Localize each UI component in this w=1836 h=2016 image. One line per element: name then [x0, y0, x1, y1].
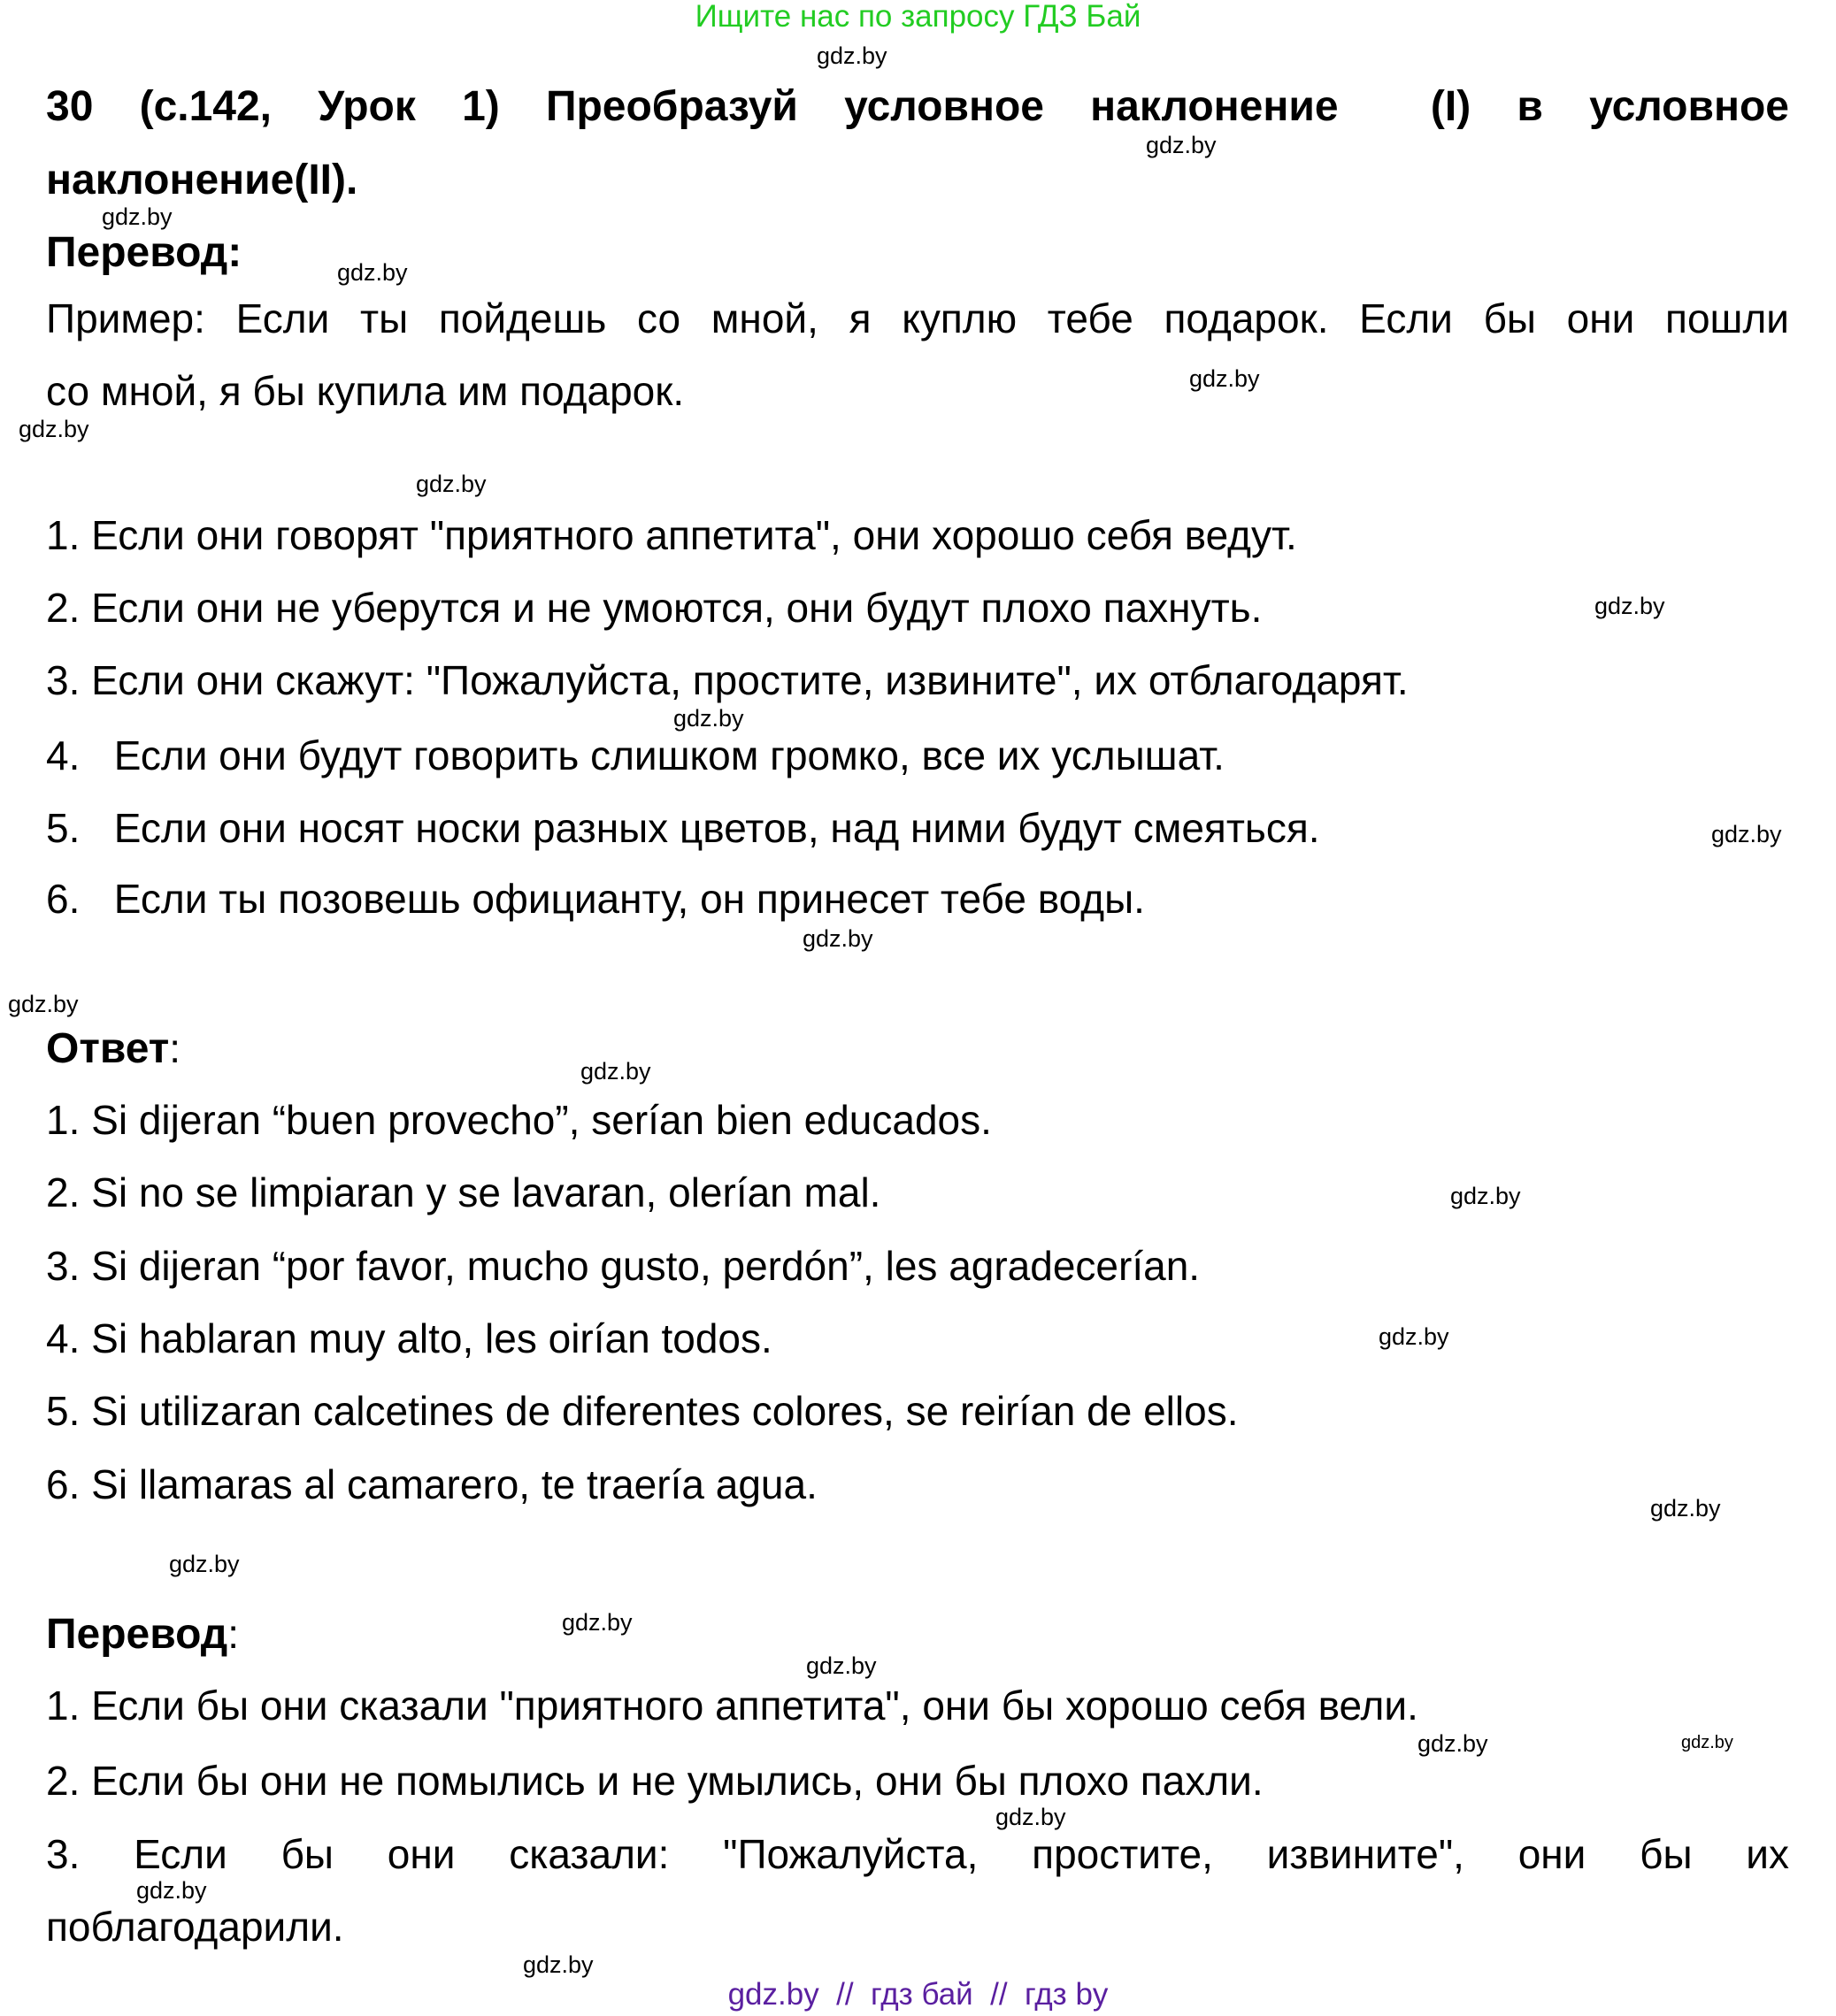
- watermark: gdz.by: [817, 42, 887, 69]
- answer-heading: [46, 1026, 181, 1073]
- task-item: 3. Если они скажут: "Пожалуйста, простите, извините", их отблагодарят.: [46, 657, 1409, 703]
- watermark: gdz.by: [8, 991, 79, 1017]
- watermark: gdz.by: [1650, 1495, 1721, 1522]
- watermark: gdz.by: [102, 203, 173, 230]
- watermark: gdz.by: [1711, 821, 1782, 847]
- translation-item: 1. Если бы они сказали "приятного аппетита", они бы хорошо себя вели.: [46, 1683, 1418, 1729]
- translation-heading: Перевод:: [46, 229, 242, 276]
- title-line-1: 30 (с.142, Урок 1) Преобразуй условное наклонение (I) в условное: [46, 83, 1789, 130]
- watermark: gdz.by: [1189, 365, 1260, 392]
- watermark: gdz.by: [1379, 1323, 1449, 1350]
- translation2-heading-text: Перевод: [46, 1611, 228, 1658]
- watermark: gdz.by: [1681, 1733, 1733, 1752]
- watermark: gdz.by: [1450, 1183, 1521, 1209]
- translation-item: 2. Если бы они не помылись и не умылись, они бы плохо пахли.: [46, 1758, 1264, 1804]
- footer-links: gdz.by // гдз бай // гдз by: [727, 1977, 1109, 2012]
- watermark: gdz.by: [416, 471, 487, 497]
- watermark: gdz.by: [995, 1804, 1066, 1830]
- translation2-heading-colon: :: [227, 1611, 240, 1657]
- answer-item: 3. Si dijeran “por favor, mucho gusto, perdón”, les agradecerían.: [46, 1243, 1201, 1289]
- watermark: gdz.by: [136, 1877, 207, 1904]
- answer-item: 1. Si dijeran “buen provecho”, serían bien educados.: [46, 1097, 992, 1143]
- watermark: gdz.by: [580, 1058, 651, 1085]
- watermark: gdz.by: [19, 416, 89, 442]
- task-item: 5. Если они носят носки разных цветов, над ними будут смеяться.: [46, 805, 1320, 851]
- answer-item: 2. Si no se limpiaran y se lavaran, olerían mal.: [46, 1169, 881, 1215]
- task-item: 4. Если они будут говорить слишком громко, все их услышат.: [46, 732, 1225, 778]
- watermark: gdz.by: [562, 1609, 633, 1636]
- answer-item: 5. Si utilizaran calcetines de diferentes colores, se reirían de ellos.: [46, 1388, 1239, 1434]
- watermark: gdz.by: [803, 925, 873, 952]
- translation2-heading: [46, 1612, 239, 1659]
- search-banner: Ищите нас по запросу ГДЗ Бай: [695, 0, 1141, 34]
- answer-item: 6. Si llamaras al camarero, te traería agua.: [46, 1461, 818, 1507]
- answer-item: 4. Si hablaran muy alto, les oirían todos.: [46, 1315, 772, 1361]
- watermark: gdz.by: [523, 1951, 594, 1978]
- example-line-2: со мной, я бы купила им подарок.: [46, 368, 685, 414]
- translation-item-3-line-2: поблагодарили.: [46, 1904, 344, 1950]
- task-item: 2. Если они не уберутся и не умоются, они будут плохо пахнуть.: [46, 585, 1263, 631]
- task-item: 6. Если ты позовешь официанту, он принесет тебе воды.: [46, 876, 1145, 922]
- answer-heading-text: Ответ: [46, 1025, 170, 1072]
- watermark: gdz.by: [1417, 1730, 1488, 1757]
- translation-item-3-line-1: 3. Если бы они сказали: "Пожалуйста, простите, извините", они бы их: [46, 1831, 1789, 1877]
- watermark: gdz.by: [1594, 593, 1665, 619]
- watermark: gdz.by: [1146, 132, 1217, 158]
- watermark: gdz.by: [673, 705, 744, 732]
- title-line-2: наклонение(II).: [46, 157, 358, 203]
- task-item: 1. Если они говорят "приятного аппетита", они хорошо себя ведут.: [46, 512, 1297, 558]
- watermark: gdz.by: [806, 1652, 877, 1679]
- example-line-1: Пример: Если ты пойдешь со мной, я куплю тебе подарок. Если бы они пошли: [46, 295, 1789, 341]
- watermark: gdz.by: [169, 1551, 240, 1577]
- answer-heading-colon: :: [169, 1025, 181, 1071]
- watermark: gdz.by: [337, 259, 408, 286]
